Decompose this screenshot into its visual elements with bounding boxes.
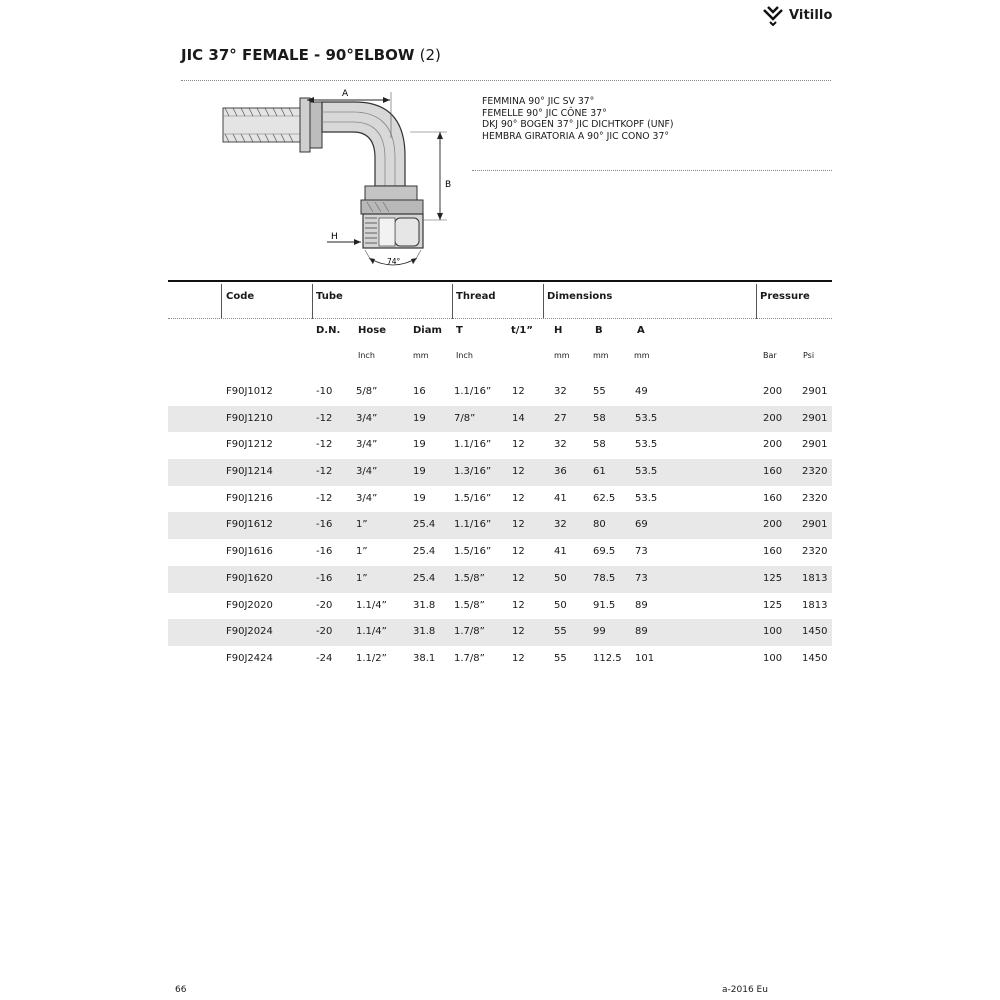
table-row xyxy=(168,539,832,566)
page-title xyxy=(181,46,441,64)
unit-a: mm xyxy=(634,351,650,360)
name-es: HEMBRA GIRATORIA A 90° JIC CONO 37° xyxy=(482,130,670,142)
table-row xyxy=(168,379,832,406)
cell-a: 53.5 xyxy=(635,466,658,478)
cell-t: 7/8” xyxy=(454,412,476,424)
names-divider xyxy=(472,170,832,171)
table-body xyxy=(168,379,832,673)
cell-dn: -16 xyxy=(316,546,333,558)
cell-a: 101 xyxy=(635,652,655,664)
cell-bar: 160 xyxy=(763,546,783,558)
col-divider xyxy=(312,284,313,319)
cell-psi: 2901 xyxy=(802,412,828,424)
cell-psi: 2901 xyxy=(802,519,828,531)
col-divider xyxy=(756,284,757,319)
table-top-rule xyxy=(168,280,832,282)
cell-tpi: 12 xyxy=(512,652,525,664)
cell-a: 49 xyxy=(635,386,648,397)
subheader-dn: D.N. xyxy=(316,325,341,336)
cell-bar: 160 xyxy=(763,466,783,478)
cell-t: 1.1/16” xyxy=(454,439,492,451)
page-number: 66 xyxy=(175,985,187,995)
cell-a: 53.5 xyxy=(635,492,658,504)
cell-a: 73 xyxy=(635,546,648,558)
cell-tpi: 12 xyxy=(512,599,525,611)
table-row xyxy=(168,486,832,513)
cell-b: 55 xyxy=(593,386,606,397)
cell-code: F90J1216 xyxy=(226,492,273,504)
cell-dn: -24 xyxy=(316,652,333,664)
cell-h: 27 xyxy=(554,412,567,424)
dimension-b-label: B xyxy=(445,180,452,190)
cell-hose: 1.1/4” xyxy=(356,599,387,611)
unit-t: Inch xyxy=(456,351,473,360)
cell-tpi: 14 xyxy=(512,412,525,424)
cell-h: 50 xyxy=(554,572,567,584)
cell-bar: 200 xyxy=(763,439,783,451)
cell-hose: 3/4” xyxy=(356,492,378,504)
subheader-t: T xyxy=(456,325,463,336)
cell-tpi: 12 xyxy=(512,572,525,584)
cell-hose: 3/4” xyxy=(356,466,378,478)
cell-psi: 2901 xyxy=(802,439,828,451)
name-fr: FEMELLE 90° JIC CÔNE 37° xyxy=(482,107,607,119)
cell-diam: 16 xyxy=(413,386,426,397)
title-main: JIC 37° FEMALE - 90°ELBOW xyxy=(181,46,415,64)
cell-psi: 1813 xyxy=(802,572,828,584)
cell-b: 91.5 xyxy=(593,599,616,611)
cell-a: 89 xyxy=(635,626,648,638)
cell-tpi: 12 xyxy=(512,439,525,451)
cell-bar: 200 xyxy=(763,412,783,424)
cell-dn: -16 xyxy=(316,572,333,584)
cell-diam: 25.4 xyxy=(413,519,436,531)
cell-dn: -10 xyxy=(316,386,333,397)
cell-diam: 25.4 xyxy=(413,572,436,584)
cell-dn: -12 xyxy=(316,492,333,504)
cell-a: 69 xyxy=(635,519,648,531)
cell-hose: 1” xyxy=(356,572,368,584)
cell-dn: -20 xyxy=(316,626,333,638)
cell-b: 99 xyxy=(593,626,606,638)
cell-b: 112.5 xyxy=(593,652,622,664)
table-row xyxy=(168,593,832,620)
cell-diam: 31.8 xyxy=(413,599,436,611)
unit-psi: Psi xyxy=(803,351,815,360)
header-dimensions: Dimensions xyxy=(547,291,613,302)
cell-diam: 19 xyxy=(413,466,426,478)
cell-b: 62.5 xyxy=(593,492,616,504)
cell-b: 58 xyxy=(593,412,606,424)
title-divider xyxy=(181,80,831,81)
cell-h: 50 xyxy=(554,599,567,611)
subheader-tpi: t/1” xyxy=(511,325,533,336)
cell-diam: 31.8 xyxy=(413,626,436,638)
unit-h: mm xyxy=(554,351,570,360)
cell-tpi: 12 xyxy=(512,546,525,558)
cell-t: 1.5/8” xyxy=(454,572,485,584)
cell-t: 1.1/16” xyxy=(454,519,492,531)
vitillo-logo-mark-icon xyxy=(762,4,784,26)
cell-code: F90J1214 xyxy=(226,466,273,478)
cell-code: F90J1612 xyxy=(226,519,273,531)
cell-b: 80 xyxy=(593,519,606,531)
cell-psi: 1813 xyxy=(802,599,828,611)
subheader-hose: Hose xyxy=(358,325,386,336)
table-row xyxy=(168,512,832,539)
subheader-a: A xyxy=(637,325,645,336)
cell-b: 69.5 xyxy=(593,546,616,558)
table-row xyxy=(168,619,832,646)
cell-diam: 19 xyxy=(413,412,426,424)
col-divider xyxy=(543,284,544,319)
cell-dn: -12 xyxy=(316,412,333,424)
cell-code: F90J1616 xyxy=(226,546,273,558)
table-row xyxy=(168,406,832,433)
table-row xyxy=(168,646,832,673)
cell-psi: 2320 xyxy=(802,492,828,504)
header-tube: Tube xyxy=(316,291,343,302)
title-suffix: (2) xyxy=(419,46,441,64)
header-thread: Thread xyxy=(456,291,496,302)
name-de: DKJ 90° BOGEN 37° JIC DICHTKOPF (UNF) xyxy=(482,119,674,130)
cell-bar: 125 xyxy=(763,599,783,611)
cell-tpi: 12 xyxy=(512,492,525,504)
cell-dn: -20 xyxy=(316,599,333,611)
cell-hose: 1.1/4” xyxy=(356,626,387,638)
cell-tpi: 12 xyxy=(512,519,525,531)
unit-hose: Inch xyxy=(358,351,375,360)
header-code: Code xyxy=(226,291,255,302)
cell-b: 78.5 xyxy=(593,572,616,584)
table-row xyxy=(168,432,832,459)
dimension-a-label: A xyxy=(342,89,349,99)
cell-bar: 125 xyxy=(763,572,783,584)
cell-b: 61 xyxy=(593,466,606,478)
cell-t: 1.1/16” xyxy=(454,386,492,397)
angle-label: 74° xyxy=(387,257,401,266)
cell-psi: 2901 xyxy=(802,386,828,397)
cell-hose: 1” xyxy=(356,546,368,558)
cell-t: 1.7/8” xyxy=(454,626,485,638)
cell-hose: 3/4” xyxy=(356,412,378,424)
cell-hose: 5/8” xyxy=(356,386,378,397)
cell-a: 53.5 xyxy=(635,412,658,424)
cell-h: 55 xyxy=(554,626,567,638)
cell-code: F90J2020 xyxy=(226,599,273,611)
cell-h: 55 xyxy=(554,652,567,664)
col-divider xyxy=(452,284,453,319)
cell-h: 36 xyxy=(554,466,567,478)
cell-tpi: 12 xyxy=(512,386,525,397)
cell-diam: 19 xyxy=(413,492,426,504)
dimension-h-label: H xyxy=(331,232,338,242)
brand-logo xyxy=(762,2,833,28)
cell-code: F90J2024 xyxy=(226,626,273,638)
header-divider xyxy=(168,318,832,319)
cell-t: 1.5/16” xyxy=(454,492,492,504)
subheader-b: B xyxy=(595,325,603,336)
subheader-diam: Diam xyxy=(413,325,442,336)
cell-dn: -12 xyxy=(316,439,333,451)
cell-psi: 2320 xyxy=(802,466,828,478)
cell-h: 32 xyxy=(554,386,567,397)
cell-psi: 1450 xyxy=(802,626,828,638)
cell-hose: 1” xyxy=(356,519,368,531)
cell-h: 32 xyxy=(554,519,567,531)
cell-code: F90J1012 xyxy=(226,386,273,397)
cell-t: 1.3/16” xyxy=(454,466,492,478)
cell-tpi: 12 xyxy=(512,626,525,638)
cell-b: 58 xyxy=(593,439,606,451)
subheader-h: H xyxy=(554,325,563,336)
header-pressure: Pressure xyxy=(760,291,810,302)
col-divider xyxy=(221,284,222,319)
cell-bar: 100 xyxy=(763,626,783,638)
cell-h: 32 xyxy=(554,439,567,451)
cell-code: F90J1212 xyxy=(226,439,273,451)
cell-diam: 25.4 xyxy=(413,546,436,558)
cell-code: F90J1210 xyxy=(226,412,273,424)
unit-b: mm xyxy=(593,351,609,360)
unit-bar: Bar xyxy=(763,351,777,360)
cell-dn: -12 xyxy=(316,466,333,478)
cell-psi: 1450 xyxy=(802,652,828,664)
cell-dn: -16 xyxy=(316,519,333,531)
cell-bar: 200 xyxy=(763,386,783,397)
cell-code: F90J1620 xyxy=(226,572,273,584)
cell-code: F90J2424 xyxy=(226,652,273,664)
cell-a: 53.5 xyxy=(635,439,658,451)
table-row xyxy=(168,566,832,593)
name-it: FEMMINA 90° JIC SV 37° xyxy=(482,96,595,107)
cell-diam: 19 xyxy=(413,439,426,451)
cell-hose: 3/4” xyxy=(356,439,378,451)
cell-h: 41 xyxy=(554,492,567,504)
cell-hose: 1.1/2” xyxy=(356,652,387,664)
edition-label: a-2016 Eu xyxy=(722,985,768,995)
cell-bar: 100 xyxy=(763,652,783,664)
fitting-drawing xyxy=(215,86,460,276)
cell-t: 1.5/8” xyxy=(454,599,485,611)
cell-a: 73 xyxy=(635,572,648,584)
cell-psi: 2320 xyxy=(802,546,828,558)
brand-name: Vitillo xyxy=(789,7,833,23)
cell-bar: 200 xyxy=(763,519,783,531)
cell-h: 41 xyxy=(554,546,567,558)
table-row xyxy=(168,459,832,486)
product-names xyxy=(482,96,674,142)
cell-t: 1.5/16” xyxy=(454,546,492,558)
cell-t: 1.7/8” xyxy=(454,652,485,664)
cell-a: 89 xyxy=(635,599,648,611)
cell-tpi: 12 xyxy=(512,466,525,478)
cell-bar: 160 xyxy=(763,492,783,504)
unit-diam: mm xyxy=(413,351,429,360)
cell-diam: 38.1 xyxy=(413,652,436,664)
